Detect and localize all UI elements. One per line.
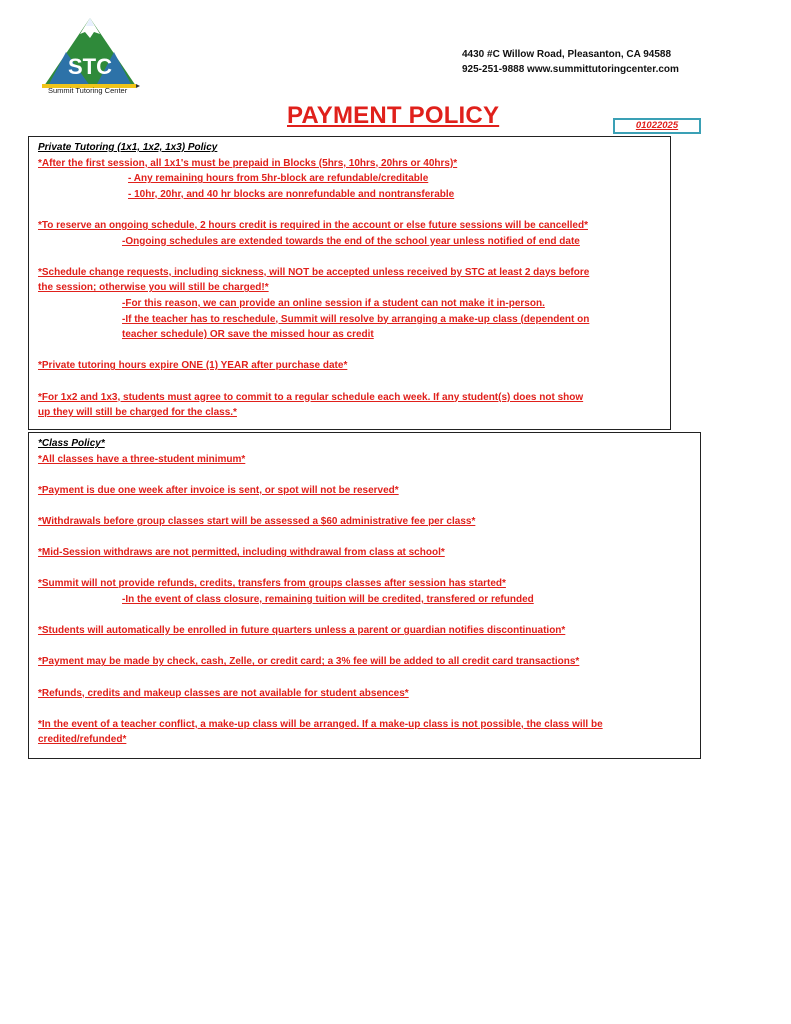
document-number: 01022025	[613, 118, 701, 134]
policy-item: the session; otherwise you will still be charged!*	[38, 282, 269, 294]
policy-item: *Schedule change requests, including sickness, will NOT be accepted unless received by STC at least 2 days before	[38, 266, 590, 278]
policy-item: credited/refunded*	[38, 734, 127, 746]
policy-item: *In the event of a teacher conflict, a make-up class will be arranged. If a make-up class is not possible, the class will be	[38, 718, 603, 730]
logo-caption: Summit Tutoring Center	[48, 86, 128, 95]
policy-item: *For 1x2 and 1x3, students must agree to commit to a regular schedule each week. If any student(s) does not show	[38, 391, 584, 403]
policy-item: *Refunds, credits and makeup classes are not available for student absences*	[38, 687, 409, 699]
policy-subitem: -If the teacher has to reschedule, Summit will resolve by arranging a make-up class (dependent on	[122, 313, 590, 325]
contact-line: 925-251-9888 www.summittutoringcenter.com	[462, 64, 679, 75]
policy-subitem: - 10hr, 20hr, and 40 hr blocks are nonrefundable and nontransferable	[128, 188, 455, 200]
policy-item: *Withdrawals before group classes start will be assessed a $60 administrative fee per class*	[38, 515, 476, 527]
address-line: 4430 #C Willow Road, Pleasanton, CA 94588	[462, 49, 672, 60]
policy-item: *Payment may be made by check, cash, Zelle, or credit card; a 3% fee will be added to all credit card transactions*	[38, 656, 580, 668]
policy-subitem: -For this reason, we can provide an online session if a student can not make it in-person.	[122, 297, 545, 309]
policy-item: *Private tutoring hours expire ONE (1) YEAR after purchase date*	[38, 360, 348, 372]
policy-subitem: - Any remaining hours from 5hr-block are refundable/creditable	[128, 173, 429, 185]
policy-subitem: -Ongoing schedules are extended towards the end of the school year unless notified of end date	[122, 235, 580, 247]
policy-item: *Payment is due one week after invoice is sent, or spot will not be reserved*	[38, 484, 399, 496]
policy-item: *To reserve an ongoing schedule, 2 hours credit is required in the account or else future sessions will be cancelled*	[38, 219, 588, 231]
address-block	[462, 47, 679, 77]
class-policy-box	[28, 432, 701, 759]
policy-item: up they will still be charged for the class.*	[38, 407, 237, 419]
page-title: PAYMENT POLICY	[287, 102, 500, 129]
policy-item: *All classes have a three-student minimum*	[38, 453, 246, 465]
svg-text:STC: STC	[68, 54, 112, 79]
policy-item: *Students will automatically be enrolled in future quarters unless a parent or guardian notifies discontinuation*	[38, 625, 566, 637]
policy-item: *Summit will not provide refunds, credits, transfers from groups classes after session has started*	[38, 578, 506, 590]
section-heading: Private Tutoring (1x1, 1x2, 1x3) Policy	[38, 142, 218, 153]
private-tutoring-policy-box	[28, 136, 671, 430]
policy-item: *After the first session, all 1x1's must be prepaid in Blocks (5hrs, 10hrs, 20hrs or 40hrs)*	[38, 157, 458, 169]
policy-subitem: -In the event of class closure, remaining tuition will be credited, transfered or refunded	[122, 593, 534, 605]
policy-subitem: teacher schedule) OR save the missed hour as credit	[122, 329, 374, 341]
section-heading: *Class Policy*	[38, 438, 105, 449]
policy-item: *Mid-Session withdraws are not permitted, including withdrawal from class at school*	[38, 547, 445, 559]
